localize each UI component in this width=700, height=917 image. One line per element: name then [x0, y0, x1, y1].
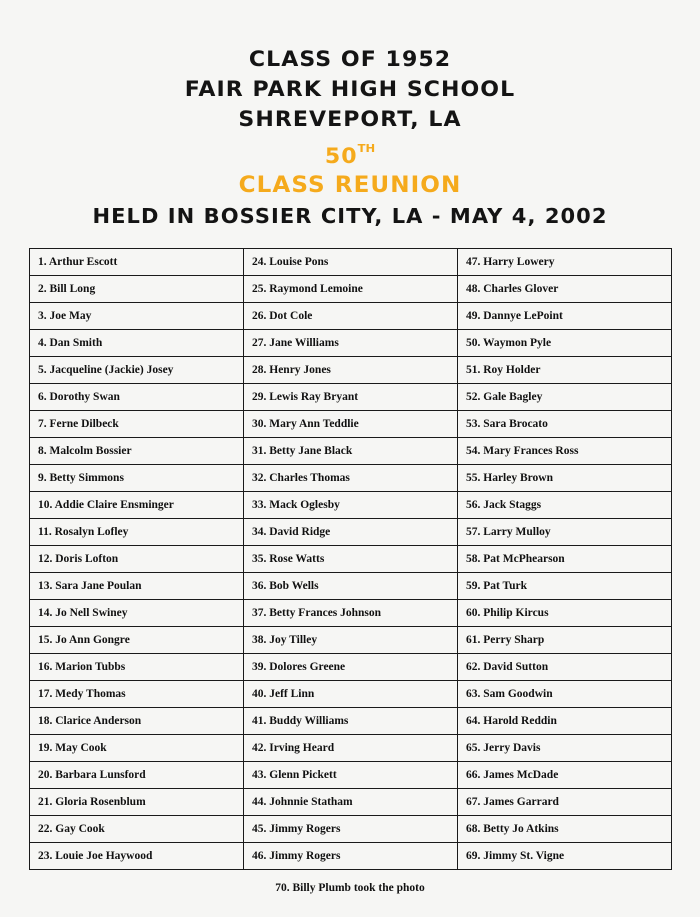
attendee-cell: 66. James McDade [458, 762, 672, 789]
attendee-cell: 36. Bob Wells [244, 573, 458, 600]
attendee-cell: 56. Jack Staggs [458, 492, 672, 519]
attendee-cell: 68. Betty Jo Atkins [458, 816, 672, 843]
attendee-cell: 54. Mary Frances Ross [458, 438, 672, 465]
attendee-cell: 50. Waymon Pyle [458, 330, 672, 357]
attendee-cell: 65. Jerry Davis [458, 735, 672, 762]
table-row [30, 843, 672, 870]
attendee-cell: 39. Dolores Greene [244, 654, 458, 681]
table-row [30, 303, 672, 330]
attendee-cell: 1. Arthur Escott [30, 249, 244, 276]
attendee-cell: 20. Barbara Lunsford [30, 762, 244, 789]
anniversary-number: 50 [324, 144, 358, 168]
attendee-cell: 9. Betty Simmons [30, 465, 244, 492]
table-row [30, 762, 672, 789]
attendee-cell: 37. Betty Frances Johnson [244, 600, 458, 627]
attendee-cell: 43. Glenn Pickett [244, 762, 458, 789]
attendee-cell: 22. Gay Cook [30, 816, 244, 843]
table-row [30, 627, 672, 654]
attendee-cell: 41. Buddy Williams [244, 708, 458, 735]
attendee-cell: 40. Jeff Linn [244, 681, 458, 708]
attendee-cell: 30. Mary Ann Teddlie [244, 411, 458, 438]
table-row [30, 573, 672, 600]
attendee-cell: 58. Pat McPhearson [458, 546, 672, 573]
attendee-cell: 10. Addie Claire Ensminger [30, 492, 244, 519]
attendee-cell: 13. Sara Jane Poulan [30, 573, 244, 600]
attendee-cell: 18. Clarice Anderson [30, 708, 244, 735]
table-row [30, 465, 672, 492]
table-row [30, 546, 672, 573]
attendee-cell: 29. Lewis Ray Bryant [244, 384, 458, 411]
attendee-cell: 16. Marion Tubbs [30, 654, 244, 681]
attendee-cell: 67. James Garrard [458, 789, 672, 816]
attendee-cell: 8. Malcolm Bossier [30, 438, 244, 465]
anniversary-heading [0, 134, 700, 171]
attendee-cell: 35. Rose Watts [244, 546, 458, 573]
header [0, 44, 700, 229]
anniversary-suffix: TH [357, 142, 376, 155]
attendee-cell: 5. Jacqueline (Jackie) Josey [30, 357, 244, 384]
table-row [30, 708, 672, 735]
attendee-cell: 61. Perry Sharp [458, 627, 672, 654]
attendee-cell: 44. Johnnie Statham [244, 789, 458, 816]
attendee-cell: 32. Charles Thomas [244, 465, 458, 492]
attendee-cell: 4. Dan Smith [30, 330, 244, 357]
attendee-cell: 2. Bill Long [30, 276, 244, 303]
attendee-cell: 15. Jo Ann Gongre [30, 627, 244, 654]
attendee-cell: 38. Joy Tilley [244, 627, 458, 654]
attendee-cell: 48. Charles Glover [458, 276, 672, 303]
attendee-cell: 7. Ferne Dilbeck [30, 411, 244, 438]
table-row [30, 681, 672, 708]
attendee-cell: 3. Joe May [30, 303, 244, 330]
table-row [30, 492, 672, 519]
attendee-cell: 25. Raymond Lemoine [244, 276, 458, 303]
attendee-cell: 14. Jo Nell Swiney [30, 600, 244, 627]
attendee-cell: 46. Jimmy Rogers [244, 843, 458, 870]
table-row [30, 789, 672, 816]
attendee-cell: 27. Jane Williams [244, 330, 458, 357]
attendee-cell: 31. Betty Jane Black [244, 438, 458, 465]
school-name-heading: FAIR PARK HIGH SCHOOL [184, 77, 516, 101]
attendee-cell: 69. Jimmy St. Vigne [458, 843, 672, 870]
attendee-cell: 17. Medy Thomas [30, 681, 244, 708]
attendee-cell: 57. Larry Mulloy [458, 519, 672, 546]
photo-credit: 70. Billy Plumb took the photo [275, 882, 425, 894]
class-year-heading: CLASS OF 1952 [248, 47, 452, 71]
attendee-cell: 59. Pat Turk [458, 573, 672, 600]
table-row [30, 600, 672, 627]
attendee-cell: 6. Dorothy Swan [30, 384, 244, 411]
attendee-cell: 19. May Cook [30, 735, 244, 762]
table-row [30, 411, 672, 438]
attendee-cell: 45. Jimmy Rogers [244, 816, 458, 843]
attendee-cell: 24. Louise Pons [244, 249, 458, 276]
attendee-cell: 47. Harry Lowery [458, 249, 672, 276]
attendee-cell: 49. Dannye LePoint [458, 303, 672, 330]
attendee-cell: 52. Gale Bagley [458, 384, 672, 411]
table-row [30, 384, 672, 411]
table-row [30, 735, 672, 762]
table-row [30, 438, 672, 465]
attendee-cell: 11. Rosalyn Lofley [30, 519, 244, 546]
table-row [30, 654, 672, 681]
reunion-heading: CLASS REUNION [238, 173, 462, 198]
attendee-cell: 33. Mack Oglesby [244, 492, 458, 519]
attendee-cell: 12. Doris Lofton [30, 546, 244, 573]
attendee-cell: 53. Sara Brocato [458, 411, 672, 438]
table-row [30, 357, 672, 384]
attendee-cell: 55. Harley Brown [458, 465, 672, 492]
attendee-cell: 23. Louie Joe Haywood [30, 843, 244, 870]
attendee-cell: 51. Roy Holder [458, 357, 672, 384]
table-row [30, 519, 672, 546]
attendee-cell: 34. David Ridge [244, 519, 458, 546]
attendee-cell: 62. David Sutton [458, 654, 672, 681]
attendee-table [29, 248, 672, 870]
attendee-cell: 21. Gloria Rosenblum [30, 789, 244, 816]
attendee-cell: 28. Henry Jones [244, 357, 458, 384]
table-row [30, 276, 672, 303]
table-row [30, 330, 672, 357]
table-row [30, 816, 672, 843]
attendee-cell: 63. Sam Goodwin [458, 681, 672, 708]
attendee-cell: 60. Philip Kircus [458, 600, 672, 627]
attendee-cell: 26. Dot Cole [244, 303, 458, 330]
city-heading: SHREVEPORT, LA [238, 107, 462, 131]
attendee-cell: 42. Irving Heard [244, 735, 458, 762]
attendee-cell: 64. Harold Reddin [458, 708, 672, 735]
table-row [30, 249, 672, 276]
event-location-date: HELD IN BOSSIER CITY, LA - MAY 4, 2002 [92, 204, 608, 228]
